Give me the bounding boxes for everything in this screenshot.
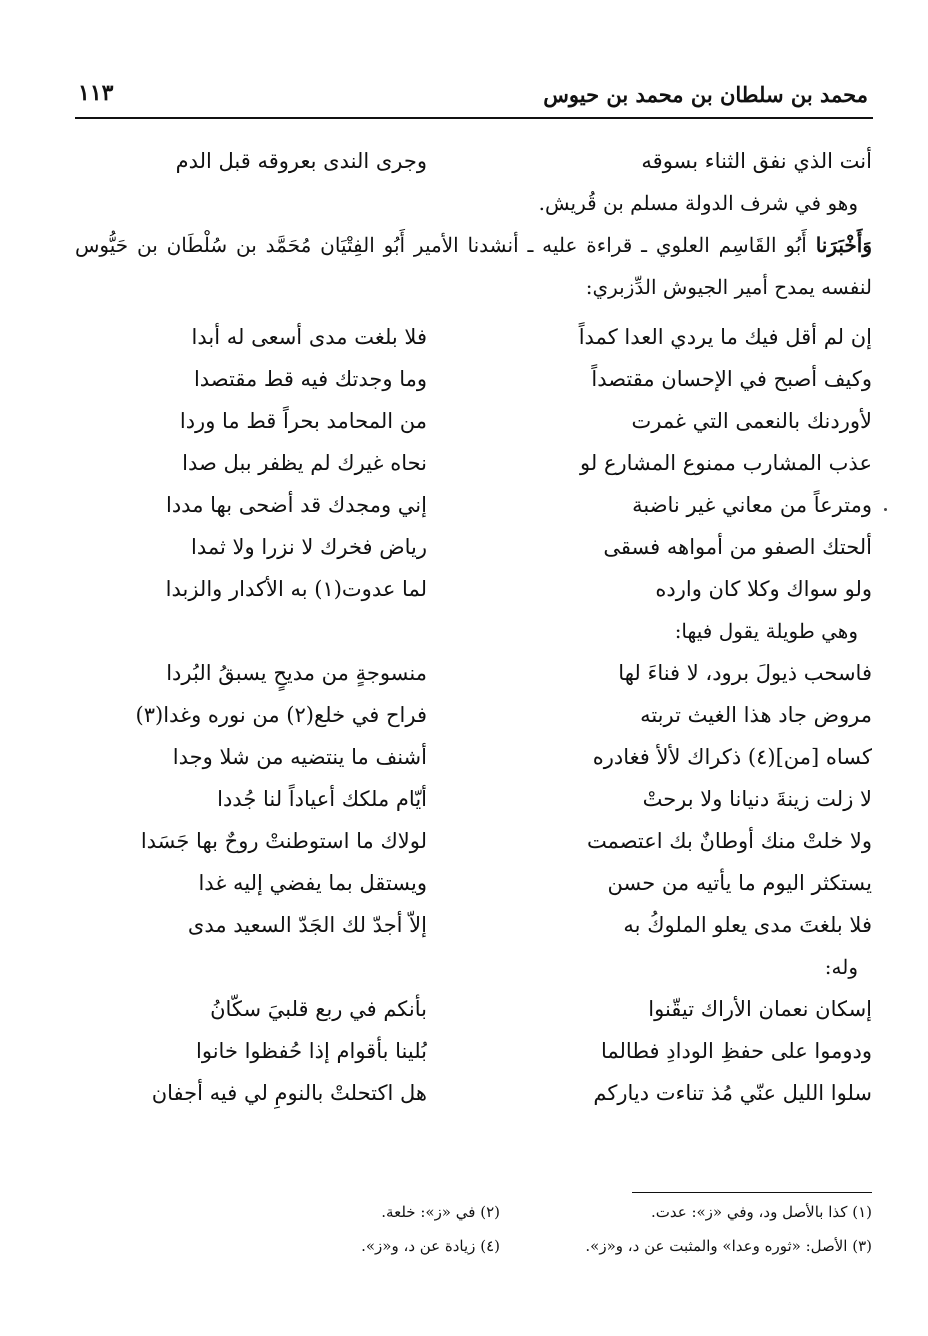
verse-first-hemistich: إن لم أقل فيك ما يردي العدا كمداً <box>578 325 872 349</box>
footnote-number: (١) <box>852 1203 872 1221</box>
verse-second-hemistich: أيّام ملكك أعياداً لنا جُددا <box>217 787 427 811</box>
verse-first-hemistich: وكيف أصبح في الإحسان مقتصداً <box>591 367 872 391</box>
verse <box>75 316 872 358</box>
header-rule <box>75 117 873 119</box>
footnote <box>381 1203 500 1221</box>
verse-first-hemistich: إسكان نعمان الأراك تيقّنوا <box>648 997 872 1021</box>
verse-second-hemistich: رياض فخرك لا نزرا ولا ثمدا <box>191 535 427 559</box>
verse-first-hemistich: ودوموا على حفظِ الودادِ فطالما <box>600 1039 872 1063</box>
verse-second-hemistich: نحاه غيرك لم يظفر ببل صدا <box>182 451 427 475</box>
margin-speck <box>884 508 887 511</box>
poem-2 <box>75 652 872 946</box>
verse-second-hemistich: ويستقل بما يفضي إليه غدا <box>198 871 427 895</box>
verse <box>75 736 872 778</box>
verse <box>75 1072 872 1114</box>
footnote-number: (٢) <box>480 1203 500 1221</box>
verse-second-hemistich: بُلينا بأقوام إذا حُفظوا خانوا <box>196 1039 427 1063</box>
verse-first-hemistich: مروض جاد هذا الغيث تربته <box>640 703 872 727</box>
verse-first-hemistich: ولو سواك وكلا كان وارده <box>655 577 872 601</box>
poem-1 <box>75 316 872 610</box>
verse-second-hemistich: من المحامد بحراً قط ما وردا <box>179 409 427 433</box>
verse-first-hemistich: سلوا الليل عنّي مُذ تناءت دياركم <box>593 1081 872 1105</box>
note-continuation: وهي طويلة يقول فيها: <box>674 619 858 643</box>
verse-first-hemistich: فلا بلغتَ مدى يعلو الملوكُ به <box>623 913 872 937</box>
verse-first-hemistich: فاسحب ذيولَ برود، لا فناءَ لها <box>618 661 872 685</box>
verse <box>75 1030 872 1072</box>
verse <box>75 484 872 526</box>
verse <box>75 526 872 568</box>
verse-second-hemistich: بأنكم في ربع قلبيَ سكّانُ <box>210 997 427 1021</box>
footnote-rule <box>632 1192 872 1193</box>
verse-second-hemistich: منسوجةٍ من مديحٍ يسبقُ البُردا <box>166 661 427 685</box>
verse-first-hemistich: أنت الذي نفق الثناء بسوقه <box>641 149 872 173</box>
verse-first-hemistich: يستكثر اليوم ما يأتيه من حسن <box>607 871 872 895</box>
footnote-number: (٣) <box>852 1237 872 1255</box>
verse-second-hemistich: وما وجدتك فيه قط مقتصدا <box>193 367 427 391</box>
page-number: ١١٣ <box>78 80 114 106</box>
verse-first-hemistich: ومترعاً من معاني غير ناضبة <box>632 493 872 517</box>
footnote-text: الأصل: «ثوره وعدا» والمثبت عن د، و«ز». <box>585 1237 848 1255</box>
narration-text: أَبُو القَاسِم العلوي ـ قراءة عليه ـ أنشدنا الأمير أَبُو الفِتْيَان مُحَمَّد بن سُلْطَان بن حَيُّوس لنفسه يمدح أمير الجيوش الدِّزبري: <box>75 233 872 299</box>
running-header-title: محمد بن سلطان بن محمد بن حيوس <box>543 82 868 107</box>
verse-second-hemistich: لما عدوت(١) به الأكدار والزبدا <box>165 577 427 601</box>
verse <box>75 904 872 946</box>
verse <box>75 820 872 862</box>
verse <box>75 140 872 182</box>
verse-first-hemistich: عذب المشارب ممنوع المشارع لو <box>580 451 872 475</box>
narration-lead: وَأَخْبَرَنا <box>815 233 872 257</box>
verse <box>75 400 872 442</box>
verse-second-hemistich: إلاّ أجدّ لك الجَدّ السعيد مدى <box>187 913 427 937</box>
verse <box>75 862 872 904</box>
verse <box>75 442 872 484</box>
narration-paragraph <box>75 224 872 308</box>
footnote <box>651 1203 872 1221</box>
verse-second-hemistich: وجرى الندى بعروقه قبل الدم <box>175 149 427 173</box>
verse <box>75 778 872 820</box>
verse-second-hemistich: لولاك ما استوطنتْ روحٌ بها جَسَدا <box>140 829 427 853</box>
verse <box>75 652 872 694</box>
page-body <box>75 130 872 1114</box>
note-attribution: وله: <box>824 955 858 979</box>
verse-second-hemistich: فلا بلغت مدى أسعى له أبدا <box>191 325 427 349</box>
footnote <box>361 1237 500 1255</box>
footnote-text: زيادة عن د، و«ز». <box>361 1237 476 1255</box>
verse-second-hemistich: إني ومجدك قد أضحى بها مددا <box>165 493 427 517</box>
verse-first-hemistich: لأوردنك بالنعمى التي غمرت <box>631 409 872 433</box>
verse-second-hemistich: أشنف ما ينتضيه من شلا وجدا <box>172 745 427 769</box>
footnote-text: في «ز»: خلعة. <box>381 1203 476 1221</box>
verse-first-hemistich: ولا خلتْ منك أوطانٌ بك اعتصمت <box>586 829 872 853</box>
verse <box>75 694 872 736</box>
verse <box>75 358 872 400</box>
note-patron: وهو في شرف الدولة مسلم بن قُريش. <box>538 191 858 215</box>
verse <box>75 568 872 610</box>
verse-first-hemistich: كساه [من](٤) ذكراك لألأ فغادره <box>592 745 872 769</box>
poem-3 <box>75 988 872 1114</box>
verse-first-hemistich: ألحتك الصفو من أمواهه فسقى <box>603 535 872 559</box>
footnote-text: كذا بالأصل ود، وفي «ز»: عدت. <box>650 1203 848 1221</box>
verse-first-hemistich: لا زلت زينةَ دنيانا ولا برحتْ <box>642 787 872 811</box>
verse-second-hemistich: فراح في خلع(٢) من نوره وغدا(٣) <box>135 703 427 727</box>
verse-second-hemistich: هل اكتحلتْ بالنومِ لي فيه أجفان <box>151 1081 427 1105</box>
verse <box>75 988 872 1030</box>
footnote <box>585 1237 872 1255</box>
footnote-number: (٤) <box>480 1237 500 1255</box>
